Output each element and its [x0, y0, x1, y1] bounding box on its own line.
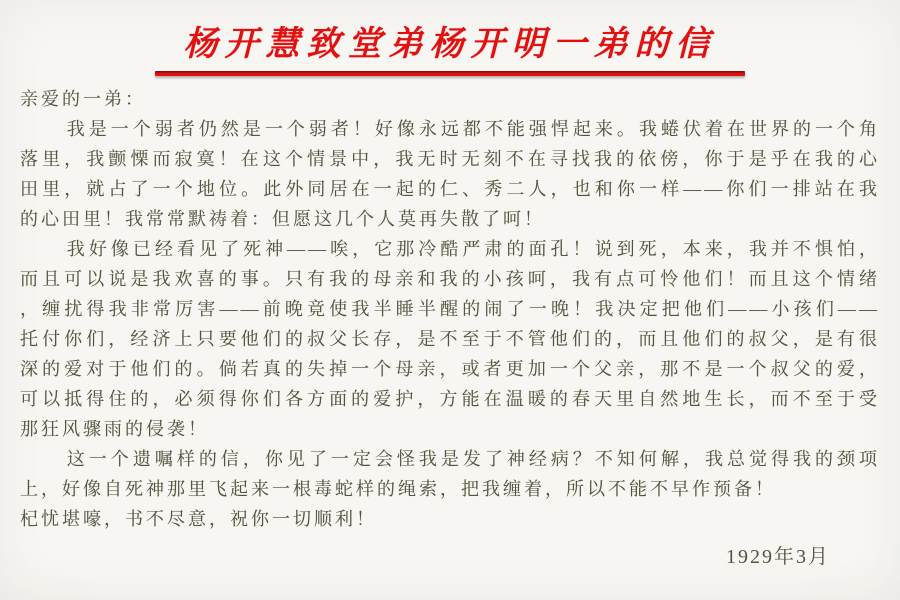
title-underline-rule: [155, 71, 745, 76]
letter-line: 这一个遗嘱样的信，你见了一定会怪我是发了神经病？不知何解，我总觉得我的颈项: [66, 449, 880, 469]
letter-line: 托付你们，经济上只要他们的叔父长存，是不至于不管他们的，而且他们的叔父，是有很: [20, 329, 880, 349]
letter-title: 杨开慧致堂弟杨开明一弟的信: [183, 26, 717, 63]
letter-line: 深的爱对于他们的。倘若真的失掉一个母亲，或者更加一个父亲，那不是一个叔父的爱，: [20, 359, 880, 379]
letter-body: [20, 84, 880, 534]
letter-line: 可以抵得住的，必须得你们各方面的爱护，方能在温暖的春天里自然地生长，而不至于受: [20, 389, 880, 409]
letter-line: 亲爱的一弟：: [20, 89, 146, 109]
letter-date: 1929年3月: [726, 546, 830, 568]
letter-line: 的心田里！我常常默祷着：但愿这几个人莫再失散了呵！: [20, 209, 545, 229]
letter-line: 我好像已经看见了死神——唉，它那冷酷严肃的面孔！说到死，本来，我并不惧怕，: [66, 239, 880, 259]
letter-line: 田里，就占了一个地位。此外同居在一起的仁、秀二人，也和你一样——你们一排站在我: [20, 179, 880, 199]
letter-line: ，缠扰得我非常厉害——前晚竟使我半睡半醒的闹了一晚！我决定把他们——小孩们——: [20, 299, 880, 319]
letter-line: 那狂风骤雨的侵袭！: [20, 419, 209, 439]
letter-line: 而且可以说是我欢喜的事。只有我的母亲和我的小孩呵，我有点可怜他们！而且这个情绪: [20, 269, 880, 289]
letter-line: 我是一个弱者仍然是一个弱者！好像永远都不能强悍起来。我蜷伏着在世界的一个角: [66, 119, 880, 139]
letter-line: 上，好像自死神那里飞起来一根毒蛇样的绳索，把我缠着，所以不能不早作预备！: [20, 479, 776, 499]
letter-line: 落里，我颤慄而寂寞！在这个情景中，我无时无刻不在寻找我的依傍，你于是乎在我的心: [20, 149, 880, 169]
letter-line: 杞忧堪嚎，书不尽意，祝你一切顺利！: [20, 509, 377, 529]
